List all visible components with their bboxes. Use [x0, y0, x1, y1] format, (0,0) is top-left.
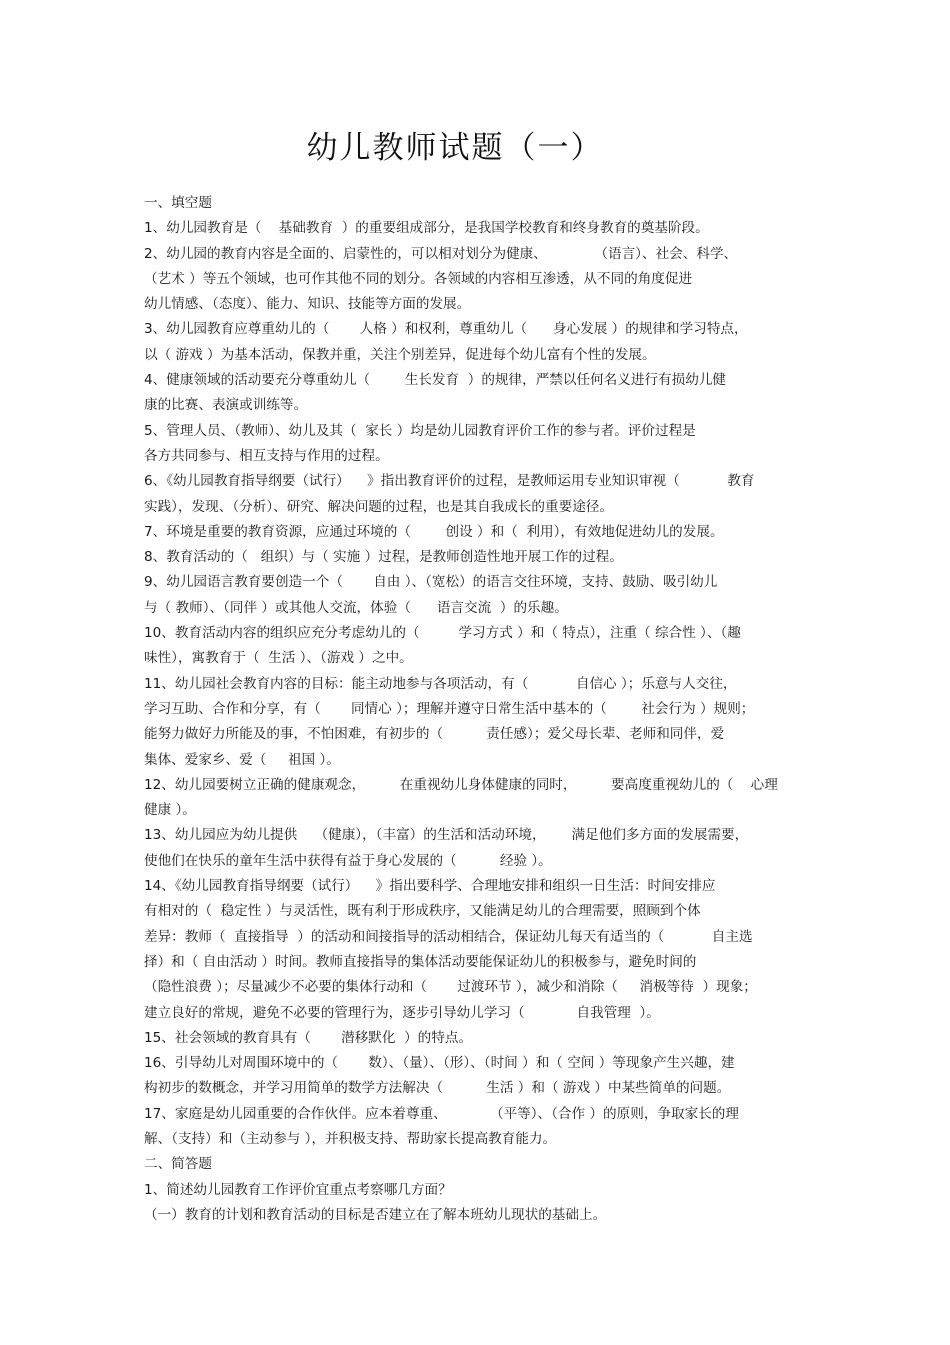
question-2-cont: 幼儿情感、（态度）、能力、知识、技能等方面的发展。 — [144, 296, 471, 313]
question-4: 4、健康领域的活动要充分尊重幼儿（ 生长发育 ）的规律，严禁以任何名义进行有损幼儿健 — [144, 372, 727, 389]
question-11-cont: 能努力做好力所能及的事，不怕困难，有初步的（ 责任感）；爱父母长辈、老师和同伴，爱 — [144, 726, 725, 743]
question-12: 12、幼儿园要树立正确的健康观念， 在重视幼儿身体健康的同时， 要高度重视幼儿的（ 心理 — [144, 776, 778, 793]
question-14-cont: （隐性浪费 ）；尽量减少不必要的集体行动和（ 过渡环节 ），减少和消除（ 消极等待 ）现象； — [144, 979, 757, 996]
question-17: 17、家庭是幼儿园重要的合作伙伴。应本着尊重、 （平等）、（合作 ）的原则，争取家长的理 — [144, 1105, 739, 1122]
question-14: 14、《幼儿园教育指导纲要（试行） 》指出要科学、合理地安排和组织一日生活：时间安排应 — [144, 878, 716, 895]
question-1: 1、幼儿园教育是（ 基础教育 ）的重要组成部分，是我国学校教育和终身教育的奠基阶段。 — [144, 220, 709, 237]
question-9: 9、幼儿园语言教育要创造一个（ 自由 ）、（宽松）的语言交往环境，支持、鼓励、吸引幼儿 — [144, 574, 718, 591]
question-8: 8、教育活动的（ 组织）与（ 实施 ）过程，是教师创造性地开展工作的过程。 — [144, 549, 623, 566]
question-11-cont: 集体、爱家乡、爱（ 祖国 ）。 — [144, 751, 340, 768]
question-11-cont: 学习互助、合作和分享，有（ 同情心 ）；理解并遵守日常生活中基本的（ 社会行为 ）规则； — [144, 700, 755, 717]
question-4-cont: 康的比赛、表演或训练等。 — [144, 397, 308, 414]
question-14-cont: 差异：教师（ 直接指导 ）的活动和间接指导的活动相结合，保证幼儿每天有适当的（ 自主选 — [144, 928, 753, 945]
question-13: 13、幼儿园应为幼儿提供 （健康），（丰富）的生活和活动环境， 满足他们多方面的发展需要， — [144, 827, 749, 844]
question-6-cont: 实践），发现、（分析）、研究、解决问题的过程，也是其自我成长的重要途径。 — [144, 498, 613, 515]
question-5-cont: 各方共同参与、相互支持与作用的过程。 — [144, 447, 389, 464]
question-2: 2、幼儿园的教育内容是全面的、启蒙性的，可以相对划分为健康、 （语言）、社会、科学、 — [144, 245, 738, 262]
question-10-cont: 味性），寓教育于（ 生活 ）、（游戏 ）之中。 — [144, 650, 413, 667]
question-12-cont: 健康 ）。 — [144, 802, 196, 819]
question-3: 3、幼儿园教育应尊重幼儿的（ 人格 ）和权利，尊重幼儿（ 身心发展 ）的规律和学习特点， — [144, 321, 748, 338]
question-16: 16、引导幼儿对周围环境中的（ 数）、（量）、（形）、（时间 ）和（ 空间 ）等现象产生兴趣，建 — [144, 1055, 735, 1072]
question-15: 15、社会领域的教育具有（ 潜移默化 ）的特点。 — [144, 1029, 473, 1046]
document-body — [144, 191, 814, 1228]
question-14-cont: 有相对的（ 稳定性 ）与灵活性，既有利于形成秩序，又能满足幼儿的合理需要，照顾到个体 — [144, 903, 701, 920]
question-13-cont: 使他们在快乐的童年生活中获得有益于身心发展的（ 经验 ）。 — [144, 852, 552, 869]
question-3-cont: 以（ 游戏 ）为基本活动，保教并重，关注个别差异，促进每个幼儿富有个性的发展。 — [144, 346, 656, 363]
question-6: 6、《幼儿园教育指导纲要（试行） 》指出教育评价的过程，是教师运用专业知识审视（ 教育 — [144, 473, 755, 490]
short-answer-point-1: （一）教育的计划和教育活动的目标是否建立在了解本班幼儿现状的基础上。 — [144, 1206, 607, 1223]
document-title: 幼儿教师试题（一） — [306, 130, 604, 166]
question-5: 5、管理人员、（教师）、幼儿及其（ 家长 ）均是幼儿园教育评价工作的参与者。评价过程是 — [144, 422, 696, 439]
section-heading-fill-in: 一、填空题 — [144, 195, 212, 211]
question-16-cont: 构初步的数概念，并学习用简单的数学方法解决（ 生活 ）和（ 游戏 ）中某些简单的问题。 — [144, 1080, 731, 1097]
question-2-cont: （艺术 ）等五个领域，也可作其他不同的划分。各领域的内容相互渗透，从不同的角度促进 — [144, 270, 693, 287]
short-answer-question-1: 1、简述幼儿园教育工作评价宜重点考察哪几方面？ — [144, 1181, 452, 1198]
question-14-cont: 择）和（ 自由活动 ）时间。教师直接指导的集体活动要能保证幼儿的积极参与，避免时间的 — [144, 953, 697, 970]
section-heading-short-answer: 二、简答题 — [144, 1156, 212, 1173]
question-14-cont: 建立良好的常规，避免不必要的管理行为，逐步引导幼儿学习（ 自我管理 ）。 — [144, 1004, 660, 1021]
question-17-cont: 解、（支持）和（主动参与 ），并积极支持、帮助家长提高教育能力。 — [144, 1130, 557, 1147]
question-10: 10、教育活动内容的组织应充分考虑幼儿的（ 学习方式 ）和（ 特点），注重（ 综合性 ）、（趣 — [144, 625, 741, 642]
question-7: 7、环境是重要的教育资源，应通过环境的（ 创设 ）和（ 利用），有效地促进幼儿的发展。 — [144, 523, 724, 540]
question-9-cont: 与（ 教师）、（同伴 ）或其他人交流，体验（ 语言交流 ）的乐趣。 — [144, 599, 568, 616]
question-11: 11、幼儿园社会教育内容的目标：能主动地参与各项活动，有（ 自信心 ）；乐意与人交往， — [144, 675, 737, 692]
